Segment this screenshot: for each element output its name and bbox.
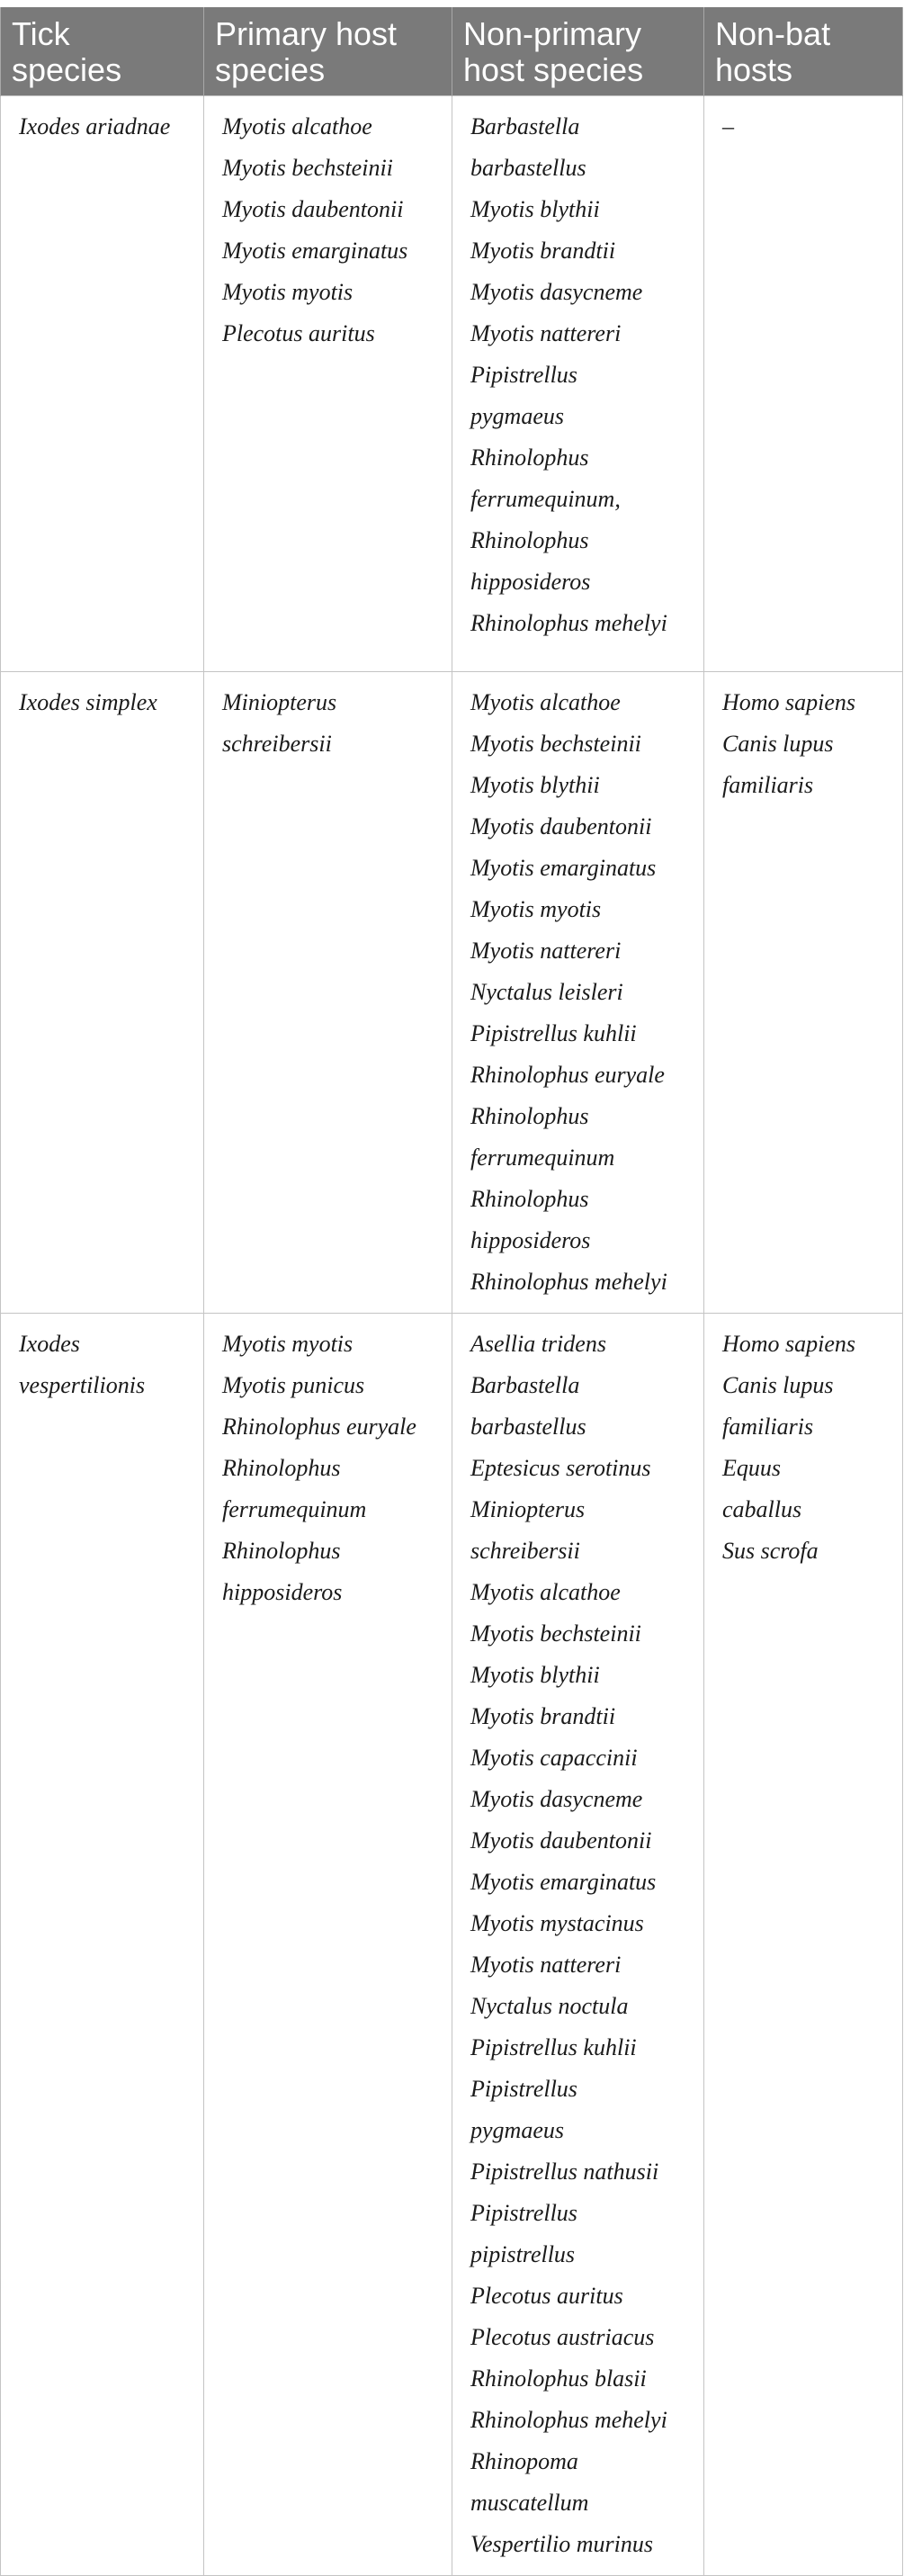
table-body [1, 96, 903, 2576]
non-bat-hosts-cell: Homo sapiens Canis lupus familiaris Equus caballus Sus scrofa [704, 1314, 903, 2576]
non-primary-host-cell: Asellia tridens Barbastella barbastellus Eptesicus serotinus Miniopterus schreibersii Myotis alcathoe Myotis bechsteinii Myotis blythii Myotis brandtii Myotis capaccinii Myotis dasycneme Myotis daubentonii Myotis emarginatus Myotis mystacinus Myotis nattereri Nyctalus noctula Pipistrellus kuhlii Pipistrellus pygmaeus Pipistrellus nathusii Pipistrellus pipistrellus Plecotus auritus Plecotus austriacus Rhinolophus blasii Rhinolophus mehelyi Rhinopoma muscatellum Vespertilio murinus [452, 1314, 704, 2576]
non-primary-host-cell: Myotis alcathoe Myotis bechsteinii Myotis blythii Myotis daubentonii Myotis emarginatus Myotis myotis Myotis nattereri Nyctalus leisleri Pipistrellus kuhlii Rhinolophus euryale Rhinolophus ferrumequinum Rhinolophus hipposideros Rhinolophus mehelyi [452, 672, 704, 1314]
header-row [1, 7, 903, 96]
tick-species-cell: Ixodes simplex [1, 672, 204, 1314]
host-species-table [0, 7, 903, 2576]
table-row [1, 96, 903, 672]
primary-host-cell: Myotis myotis Myotis punicus Rhinolophus euryale Rhinolophus ferrumequinum Rhinolophus hipposideros [204, 1314, 452, 2576]
non-bat-hosts-cell: Homo sapiens Canis lupus familiaris [704, 672, 903, 1314]
header-non-primary-host: Non-primary host species [452, 7, 704, 96]
tick-species-cell: Ixodes vespertilionis [1, 1314, 204, 2576]
table-row [1, 1314, 903, 2576]
table-row [1, 672, 903, 1314]
header-non-bat-hosts: Non-bat hosts [704, 7, 903, 96]
header-tick-species: Tick species [1, 7, 204, 96]
non-primary-host-cell: Barbastella barbastellus Myotis blythii Myotis brandtii Myotis dasycneme Myotis nattereri Pipistrellus pygmaeus Rhinolophus ferrumequinum, Rhinolophus hipposideros Rhinolophus mehelyi [452, 96, 704, 672]
primary-host-cell: Myotis alcathoe Myotis bechsteinii Myotis daubentonii Myotis emarginatus Myotis myotis Plecotus auritus [204, 96, 452, 672]
header-primary-host: Primary host species [204, 7, 452, 96]
tick-species-cell: Ixodes ariadnae [1, 96, 204, 672]
table-header [1, 7, 903, 96]
primary-host-cell: Miniopterus schreibersii [204, 672, 452, 1314]
non-bat-hosts-cell: – [704, 96, 903, 672]
